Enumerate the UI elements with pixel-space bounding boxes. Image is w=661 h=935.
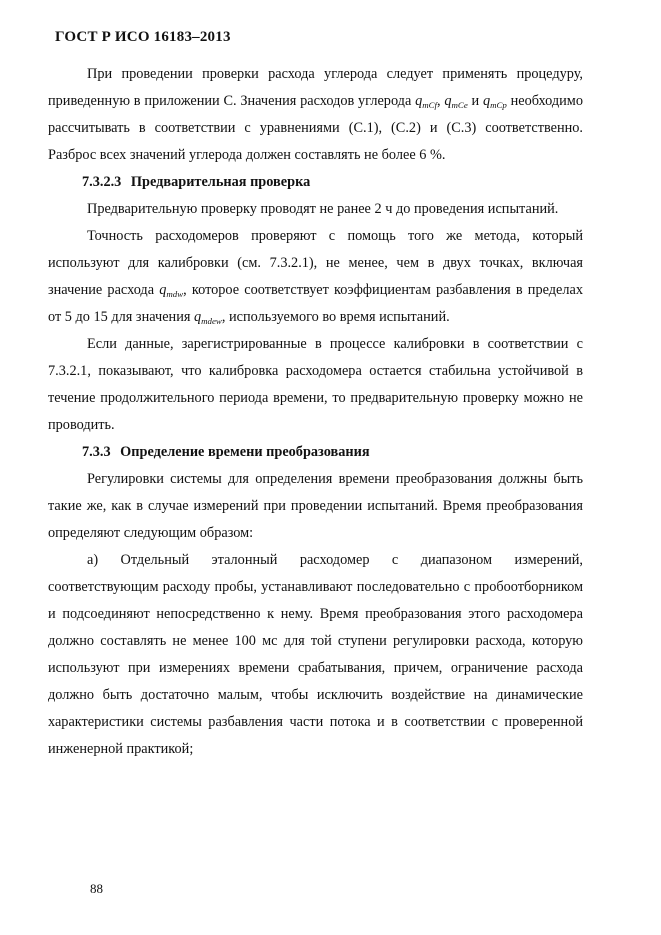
paragraph-carbon-check: При проведении проверки расхода углерода следует применять процедуру, приведенную в приложении С. Значения расходов углерода $q_{mCf}$, $q_{mCe}$ и $q_{mCp}$ необходимо рассчитывать в соответствии с уравнениями (С.1), (С.2) и (С.3) соответственно. Разброс всех значений углерода должен составлять не более 6 %. <box>48 66 583 163</box>
section-heading-7-3-2-3 <box>48 169 583 196</box>
page-number: 88 <box>90 881 103 896</box>
symbol-qmcf: $q_{mCf}$ <box>415 93 438 111</box>
section-title: Определение времени преобразования <box>120 444 370 460</box>
paragraph-pre-check: Предварительную проверку проводят не ранее 2 ч до проведения испытаний. <box>87 201 559 217</box>
section-title: Предварительная проверка <box>130 174 311 190</box>
symbol-qmcp: $q_{mCp}$ <box>482 93 507 111</box>
paragraph-system-adjustments: Регулировки системы для определения времени преобразования должны быть такие же, как в случае измерений при проведении испытаний. Время преобразования определяют следующим образом: <box>48 471 583 541</box>
document-body <box>48 61 583 763</box>
p1-text-start: При проведении проверки расхода углерода следует применять процедуру, приведенную в приложении С. Значения расходов углерода <box>48 66 583 109</box>
symbol-qmce: $q_{mCe}$ <box>444 93 468 111</box>
symbol-qmdw: $q_{mdw}$ <box>159 282 184 300</box>
section-heading-7-3-3 <box>48 439 583 466</box>
paragraph-flowmeter-accuracy: Точность расходомеров проверяют с помощь того же метода, который используют для калибровки (см. 7.3.2.1), не менее, чем в двух точках, включая значение расхода $q_{mdw}$, которое соответствует коэффициентам разбавления в пределах от 5 до 15 для значения $q_{mdew}$, используемого во время испытаний. <box>48 228 583 327</box>
paragraph-item-a: а) Отдельный эталонный расходомер с диапазоном измерений, соответствующим расходу пробы, устанавливают последовательно с пробоотборником и подсоединяют непосредственно к нему. Время преобразования этого расходомера должно составлять не менее 100 мс для той ступени регулировки расхода, которую используют при измерениях времени срабатывания, причем, ограничение расхода должно быть достаточно малым, чтобы исключить воздействие на динамические характеристики системы разбавления части потока и в соответствии с проверенной инженерной практикой; <box>48 552 583 757</box>
document-header: ГОСТ Р ИСО 16183–2013 <box>55 29 231 45</box>
symbol-qmdew: $q_{mdew}$ <box>194 309 222 327</box>
paragraph-calibration-stable: Если данные, зарегистрированные в процессе калибровки в соответствии с 7.3.2.1, показывают, что калибровка расходомера остается стабильна устойчивой в течение продолжительного периода времени, то предварительную проверку можно не проводить. <box>48 336 583 433</box>
section-number: 7.3.3 <box>82 444 111 460</box>
p1-text-end: необходимо рассчитывать в соответствии с уравнениями (С.1), (С.2) и (С.3) соответственно. Разброс всех значений углерода должен составлять не более 6 %. <box>48 93 583 163</box>
section-number: 7.3.2.3 <box>82 174 122 190</box>
